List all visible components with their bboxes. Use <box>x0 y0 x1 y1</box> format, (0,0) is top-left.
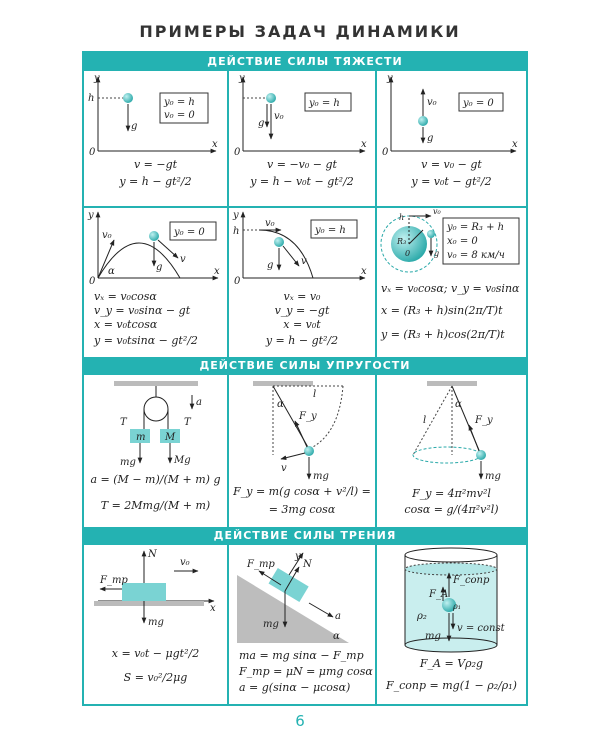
axis-label-y: y <box>387 73 393 84</box>
weight-label: mg <box>263 619 279 630</box>
vessel-bottom <box>405 638 497 652</box>
g-label: g <box>131 121 138 132</box>
section-header-gravity: ДЕЙСТВИЕ СИЛЫ ТЯЖЕСТИ <box>82 53 528 71</box>
equation: y = h − gt²/2 <box>119 175 192 188</box>
origin-label: 0 <box>89 276 96 287</box>
equation: x = v₀t − μgt²/2 <box>111 647 200 660</box>
v0-label: v₀ <box>102 230 112 241</box>
weight-label: Mg <box>174 455 191 466</box>
origin-label: 0 <box>382 147 389 158</box>
orbit <box>413 447 481 463</box>
origin-label: 0 <box>234 147 241 158</box>
equation: vₓ = v₀ <box>283 290 321 303</box>
ceiling <box>253 381 313 386</box>
cell-satellite <box>377 208 526 357</box>
ceiling <box>427 381 477 386</box>
box-line: y₀ = h <box>164 97 195 108</box>
v0-label: v₀ <box>274 111 284 122</box>
box-line: y₀ = h <box>315 225 346 236</box>
length-label: l <box>423 415 427 426</box>
cell-conical-pendulum <box>377 375 526 527</box>
axis-label-y: y <box>233 210 239 221</box>
g-label: g <box>267 260 274 271</box>
weight-label: mg <box>485 471 501 482</box>
acceleration-label: a <box>335 611 341 622</box>
equation: v = −v₀ − gt <box>267 158 337 171</box>
acceleration-label: a <box>196 397 202 408</box>
box-line: x₀ = 0 <box>447 236 478 247</box>
radius-label: R₃ <box>397 237 407 246</box>
weight-label: mg <box>425 631 441 642</box>
g-label: g <box>434 249 440 258</box>
ball <box>418 116 428 126</box>
height-label: h <box>233 226 240 237</box>
equation: F_y = 4π²mv²l <box>412 487 491 500</box>
section-header-friction: ДЕЙСТВИЕ СИЛЫ ТРЕНИЯ <box>82 527 528 545</box>
weight-label: mg <box>120 457 136 468</box>
equation: a = (M − m)/(M + m) g <box>90 473 221 486</box>
equation: a = g(sinα − μcosα) <box>239 681 351 694</box>
cell-free-fall <box>84 71 227 206</box>
section-header-elastic: ДЕЙСТВИЕ СИЛЫ УПРУГОСТИ <box>82 357 528 375</box>
origin-label: 0 <box>234 276 241 287</box>
satellite <box>427 230 435 238</box>
v-label: v <box>301 256 307 267</box>
ball <box>266 93 276 103</box>
g-label: g <box>258 118 265 129</box>
axis-label-x: x <box>212 139 218 150</box>
ball <box>123 93 133 103</box>
axis-label-x: x <box>361 139 367 150</box>
cell-sliding-block <box>84 545 227 706</box>
v-label: v <box>180 254 186 265</box>
equation: F_сопр = mg(1 − ρ₂/ρ₁) <box>386 679 517 692</box>
equation: v_y = −gt <box>274 304 330 317</box>
page-title: ПРИМЕРЫ ЗАДАЧ ДИНАМИКИ <box>139 22 461 41</box>
equation: cosα = g/(4π²v²l) <box>404 503 499 516</box>
ball <box>274 237 284 247</box>
origin-label: 0 <box>89 147 96 158</box>
alpha-label: α <box>333 631 340 642</box>
equation: = 3mg cosα <box>268 503 336 516</box>
equation: T = 2Mmg/(M + m) <box>100 499 211 512</box>
axis-label-x: x <box>214 266 220 277</box>
page-number: 6 <box>295 712 305 730</box>
cell-throw-down <box>229 71 375 206</box>
box-line: y₀ = 0 <box>174 227 205 238</box>
equation: F_A = Vρ₂g <box>419 657 484 670</box>
bob <box>476 450 486 460</box>
bob <box>304 446 314 456</box>
equation: v = −gt <box>133 158 178 171</box>
center-label: 0 <box>405 249 411 258</box>
axis-label-y: y <box>94 73 100 84</box>
equation: F_y = m(g cosα + v²/l) = <box>233 485 371 498</box>
alpha-label: α <box>455 399 462 410</box>
height-label: h <box>88 93 95 104</box>
h-label: h <box>399 213 405 222</box>
equation: ma = mg sinα − F_тр <box>239 649 364 662</box>
cell-horizontal-throw <box>229 208 375 357</box>
g-label: g <box>427 133 434 144</box>
cell-buoyancy <box>377 545 526 706</box>
equation: vₓ = v₀cosα; v_y = v₀sinα <box>381 282 520 295</box>
weight-label: mg <box>148 617 164 628</box>
alpha-label: α <box>108 266 115 277</box>
archimedes-label: F_A <box>429 589 449 600</box>
axis-label-y: y <box>295 551 301 562</box>
equation: y = v₀t − gt²/2 <box>411 175 492 188</box>
box-line: y₀ = R₃ + h <box>447 222 505 233</box>
cell-throw-up <box>377 71 526 206</box>
g-label: g <box>156 262 163 273</box>
tension-label: T <box>120 417 127 428</box>
equation: x = v₀t <box>283 318 321 331</box>
vessel-top <box>405 548 497 562</box>
ceiling <box>114 381 198 386</box>
v-label: v <box>281 463 287 474</box>
pulley <box>144 397 168 421</box>
cell-inclined-plane <box>229 545 375 706</box>
block-M-label: M <box>165 432 176 443</box>
block <box>122 583 166 601</box>
equation: y = h − gt²/2 <box>265 334 339 347</box>
cell-pendulum <box>229 375 375 527</box>
equation: S = v₀²/2μg <box>123 671 188 684</box>
equation: x = (R₃ + h)sin(2π/T)t <box>381 304 503 317</box>
drag-label: F_сопр <box>453 575 490 586</box>
cell-angle-throw <box>84 208 227 357</box>
cell-atwood-machine <box>84 375 227 527</box>
rho1-label: ρ₁ <box>453 602 461 611</box>
equation: y = v₀tsinα − gt²/2 <box>94 334 198 347</box>
alpha-label: α <box>277 399 284 410</box>
axis-label-x: x <box>361 266 367 277</box>
box-line: y₀ = 0 <box>463 98 494 109</box>
axis-label-x: x <box>512 139 518 150</box>
force-label: F_y <box>299 411 317 422</box>
equation: F_тр = μN = μmg cosα <box>239 665 373 678</box>
v0-label: v₀ <box>265 218 275 229</box>
ball <box>149 231 159 241</box>
floor <box>94 601 204 606</box>
v0-label: v₀ <box>427 97 437 108</box>
friction-label: F_тр <box>247 559 275 570</box>
block-m-label: m <box>136 432 146 443</box>
equation: y = (R₃ + h)cos(2π/T)t <box>381 328 505 341</box>
tension-label: T <box>184 417 191 428</box>
axis-label-y: y <box>88 210 94 221</box>
force-label: F_y <box>475 415 493 426</box>
friction-label: F_тр <box>100 575 128 586</box>
v0-label: v₀ <box>433 208 441 216</box>
equation: y = h − v₀t − gt²/2 <box>250 175 354 188</box>
box-line: v₀ = 0 <box>164 110 195 121</box>
v0-label: v₀ <box>180 557 190 568</box>
velocity-label: v = const <box>457 623 505 634</box>
normal-label: N <box>148 549 157 560</box>
normal-label: N <box>303 559 312 570</box>
length-label: l <box>313 389 317 400</box>
equation: v_y = v₀sinα − gt <box>94 304 191 317</box>
rho2-label: ρ₂ <box>417 611 427 622</box>
equation: v = v₀ − gt <box>421 158 482 171</box>
equation: vₓ = v₀cosα <box>94 290 157 303</box>
box-line: v₀ = 8 км/ч <box>447 250 505 261</box>
box-line: y₀ = h <box>309 98 340 109</box>
axis-label-y: y <box>239 73 245 84</box>
weight-label: mg <box>313 471 329 482</box>
axis-label-x: x <box>210 603 216 614</box>
equation: x = v₀tcosα <box>94 318 158 331</box>
